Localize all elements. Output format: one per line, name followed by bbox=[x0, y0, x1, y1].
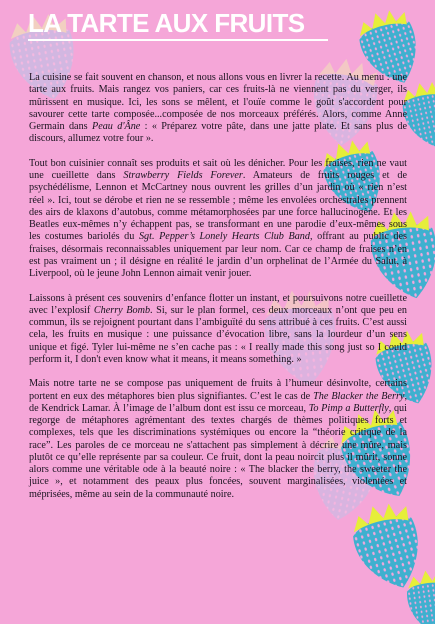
paragraph bbox=[29, 293, 407, 367]
paragraph-text: Tout bon cuisinier connaît ses produits et sait où les dénicher. Pour les fraises, rien ne vaut une cueillette dans bbox=[29, 157, 407, 181]
work-title: To Pimp a Butterfly bbox=[308, 402, 389, 414]
paragraph-text: . Amateurs de fruits rouges et de psychédélisme, Lennon et McCartney nous ouvrent les grilles d’un jardin où « rien n’est réel ». Ici, tout se dérobe et rien ne se ressemble ; même les envolées orchestrales prennent des airs de klaxons d’autobus, comme métamorphosées par une force hallucinogène. Et les Beatles eux-mêmes n’y échappent pas, se transformant en une parodie d’eux-mêmes sous les costumes bariolés du bbox=[29, 170, 407, 243]
work-title: The Blacker the Berry bbox=[313, 390, 405, 402]
title-underline bbox=[28, 39, 328, 41]
paragraph bbox=[29, 72, 407, 146]
page-title: LA TARTE AUX FRUITS bbox=[28, 8, 305, 38]
work-title: Strawberry Fields Forever bbox=[123, 170, 243, 181]
paragraph-text: : « Préparez votre pâte, dans une jatte plate. Et sans plus de discours, allumez votre four ». bbox=[29, 121, 407, 145]
paragraph-text: Mais notre tarte ne se compose pas uniquement de fruits à l’humeur désinvolte, certains portent en eux des métaphores bien plus signifiantes. C’est le cas de bbox=[29, 378, 407, 402]
paragraph bbox=[29, 158, 407, 281]
paragraph-text: La cuisine se fait souvent en chanson, et nous allons vous en livrer la recette. Au menu : une tarte aux fruits. Mais rangez vos paniers, car ces fruits-là ne viennent pas du verger, ils mûrissent en musique. Ici, les sons se mêlent, et l'ouïe comme le goût s'accordent pour savourer cette tarte composée...composée de nos morceaux préférés. Alors, comme Anne Germain dans bbox=[29, 72, 407, 132]
paragraph-text: . Si, sur le plan formel, ces deux morceaux n’ont que peu en commun, ils se rejoignent pourtant dans l’ambiguïté du sens attribué à ces fruits. C’est aussi cela, les fruits en musique : une puissance d’évocation libre, sans la lourdeur d’un sens unique et figé. Tyler lui-même ne s’en cache pas : « I really made this song just so I could perform it, I don't even know what it means, it means something. » bbox=[29, 304, 407, 365]
paragraph-text: , qui regorge de métaphores agrémentant des textes chargés de thèmes politiques forts et complexes, tels que les discriminations systémiques ou encore la “théorie critique de la race”. Les paroles de ce morceau ne s'attachent pas simplement à décrire une mûre, mais plutôt ce qu’elle représente par sa couleur. Ce fruit, dont la peau noircit plus il mûrit, sonne alors comme une véritable ode à la beauté noire : « The blacker the berry, the sweeter the juice », et notamment des peaux plus foncées, souvent marginalisées, violentées et méprisées, même au sein de la communauté noire. bbox=[29, 402, 407, 500]
paragraph bbox=[29, 378, 407, 501]
work-title: Sgt. Pepper’s Lonely Hearts Club Band bbox=[138, 231, 310, 243]
paragraph-text: Laissons à présent ces souvenirs d’enfance flotter un instant, et poursuivons notre cueillette avec l’explosif bbox=[29, 292, 407, 316]
work-title: Peau d'Âne bbox=[91, 121, 141, 132]
paragraph-text: , offrant au public des fraises, désormais reconnaissables uniquement par leur nom. Car ce champ de fraises n’en est pas vraiment un ; il désigne en réalité le jardin d’un orphelinat de l’Armée du Salut, à Liverpool, où le jeune John Lennon aimait venir jouer. bbox=[29, 231, 407, 279]
article-body bbox=[29, 72, 407, 513]
work-title: Cherry Bomb bbox=[93, 304, 151, 316]
paragraph-text: , de Kendrick Lamar. À l’image de l’album dont est issu ce morceau, bbox=[29, 390, 407, 414]
